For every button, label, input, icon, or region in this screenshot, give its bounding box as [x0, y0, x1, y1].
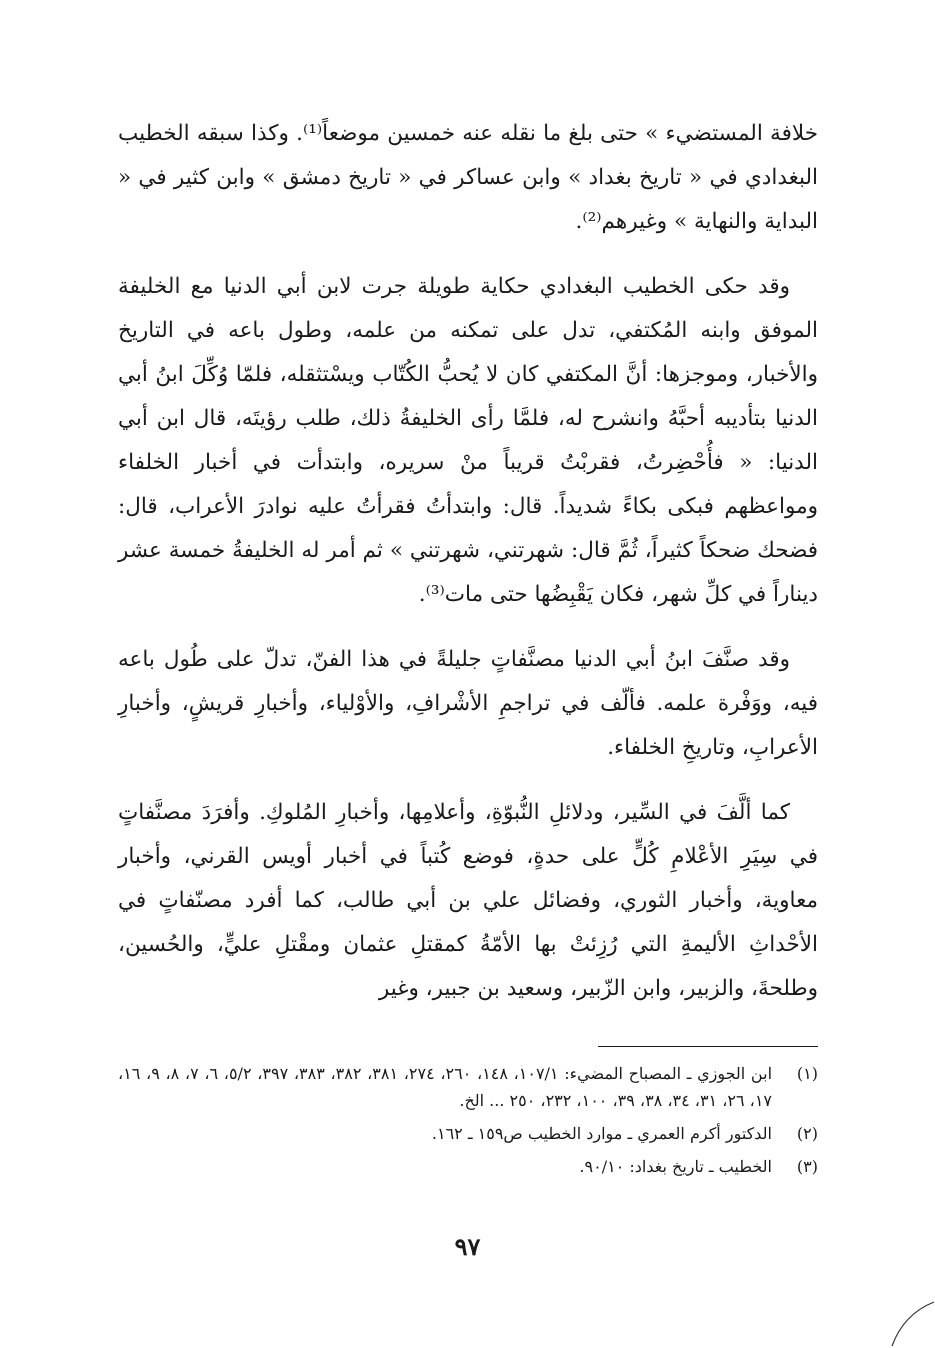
- page-number: ٩٧: [454, 1232, 481, 1261]
- footnote-number: (١): [796, 1064, 818, 1083]
- footnote-separator: [598, 1046, 818, 1047]
- footnote-1: [118, 1060, 818, 1114]
- paragraph-3: وقد صنَّفَ ابنُ أبي الدنيا مصنَّفاتٍ جليلةً في هذا الفنّ، تدلّ على طُول باعه فيه، ووَفْرة علمه. فألّف في تراجمِ الأشْرافِ، والأوْلياء، وأخبارِ قريشٍ، وأخبارِ الأعرابِ، وتاريخِ الخلفاء.: [118, 647, 818, 760]
- page-curl-mark: [880, 1300, 935, 1348]
- footnote-3: [118, 1153, 818, 1180]
- footnote-2: [118, 1120, 818, 1147]
- main-text: [118, 112, 818, 1032]
- footnote-text: الدكتور أكرم العمري ـ موارد الخطيب ص١٥٩ ـ ١٦٢.: [431, 1124, 772, 1143]
- paragraph-1: خلافة المستضيء » حتى بلغ ما نقله عنه خمسين موضعاً⁽¹⁾. وكذا سبقه الخطيب البغدادي في « تاريخ بغداد » وابن عساكر في « تاريخ دمشق » وابن كثير في « البداية والنهاية » وغيرهم⁽²⁾.: [118, 121, 818, 234]
- paragraph-2: وقد حكى الخطيب البغدادي حكاية طويلة جرت لابن أبي الدنيا مع الخليفة الموفق وابنه المُكتفي، تدل على تمكنه من علمه، وطول باعه في التاريخ والأخبار، وموجزها: أنَّ المكتفي كان لا يُحبُّ الكُتّاب ويسْتثقله، فلمّا وُكِّلَ ابنُ أبي الدنيا بتأديبه أحبَّهُ وانشرح له، فلمَّا رأى الخليفةُ ذلك، طلب رؤيتَه، قال ابن أبي الدنيا: « فأُحْضِرتُ، فقربْتُ قريباً منْ سريره، وابتدأت في أخبار الخلفاء ومواعظهم فبكى بكاءً شديداً. قال: وابتدأتُ فقرأتُ عليه نوادرَ الأعراب، قال: فضحك ضحكاً كثيراً، ثُمَّ قال: شهرتني، شهرتني » ثم أمر له الخليفةُ خمسة عشر ديناراً في كلِّ شهر، فكان يَقْبِضُها حتى مات⁽³⁾.: [118, 274, 818, 607]
- footnote-number: (٣): [796, 1157, 818, 1176]
- footnotes: [118, 1060, 818, 1186]
- footnote-text: الخطيب ـ تاريخ بغداد: ٩٠/١٠.: [579, 1157, 772, 1176]
- paragraph-4: كما ألَّفَ في السِّير، ودلائلِ النُّبوّةِ، وأعلامِها، وأخبارِ المُلوكِ. وأفرَدَ مصنَّفاتٍ في سِيَرِ الأعْلامِ كُلٍّ على حدةٍ، فوضع كُتباً في أخبار أويس القرني، وأخبار معاوية، وأخبار الثوري، وفضائل علي بن أبي طالب، كما أفرد مصنّفاتٍ في الأحْداثِ الأليمةِ التي رُزِئتْ بها الأمّةُ كمقتلِ عثمان ومقْتلِ عليٍّ، والحُسين، وطلحةَ، والزبير، وابن الزّبير، وسعيد بن جبير، وغير: [118, 800, 818, 1001]
- footnote-text: ابن الجوزي ـ المصباح المضيء: ١٠٧/١، ١٤٨، ٢٦٠، ٢٧٤، ٣٨١، ٣٨٢، ٣٨٣، ٣٩٧، ٥/٢، ٦، ٧، ٨، ٩، ١٦، ١٧، ٢٦، ٣١، ٣٤، ٣٨، ٣٩، ١٠٠، ٢٣٢، ٢٥٠ ... الخ.: [118, 1064, 773, 1110]
- footnote-number: (٢): [796, 1124, 818, 1143]
